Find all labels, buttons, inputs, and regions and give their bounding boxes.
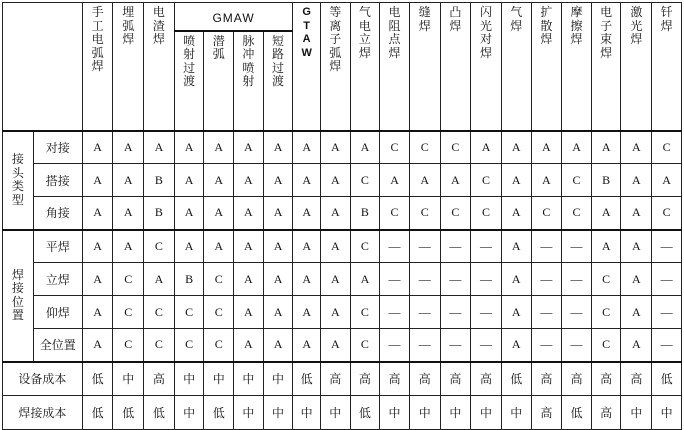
header-label-manual_arc: 手 工 电 弧 焊 — [91, 5, 104, 73]
rating-cell: A — [591, 230, 621, 263]
cost-cell: 低 — [562, 396, 592, 430]
rating-cell: A — [174, 131, 204, 164]
rating-cell: A — [501, 164, 531, 197]
row-label: 平焊 — [33, 230, 82, 263]
rating-cell: C — [562, 197, 592, 230]
cost-cell: 低 — [82, 362, 113, 396]
header-label-gas: 气 焊 — [510, 5, 523, 33]
rating-cell: A — [501, 296, 531, 329]
cost-cell: 中 — [263, 396, 293, 430]
cost-cell: 中 — [174, 396, 204, 430]
rating-cell: C — [652, 197, 682, 230]
rating-cell: A — [471, 131, 502, 164]
header-gmaw-buried_arc — [204, 31, 234, 131]
rating-cell: A — [409, 164, 440, 197]
cost-cell: 低 — [652, 362, 682, 396]
header-laser — [621, 3, 652, 131]
rating-cell: C — [652, 131, 682, 164]
cost-cell: 中 — [113, 362, 144, 396]
rating-cell: — — [380, 329, 410, 362]
header-electrogas — [350, 3, 380, 131]
cost-row-label: 焊接成本 — [3, 396, 83, 430]
rating-cell: — — [409, 230, 440, 263]
rating-cell: A — [204, 197, 234, 230]
cost-cell: 中 — [234, 396, 264, 430]
rating-cell: — — [440, 230, 471, 263]
cost-cell: 高 — [531, 362, 562, 396]
rating-cell: A — [293, 263, 321, 296]
rating-cell: C — [113, 296, 144, 329]
header-gas — [501, 3, 531, 131]
cost-cell: 高 — [409, 362, 440, 396]
rating-cell: A — [82, 329, 113, 362]
cost-cell: 中 — [409, 396, 440, 430]
rating-cell: A — [263, 131, 293, 164]
cost-cell: 高 — [621, 362, 652, 396]
rating-cell: A — [621, 230, 652, 263]
rating-cell: — — [531, 263, 562, 296]
header-label-spray: 喷 射 过 渡 — [183, 33, 196, 88]
rating-cell: — — [652, 263, 682, 296]
rating-cell: B — [591, 164, 621, 197]
table-row — [3, 329, 682, 362]
rating-cell: C — [440, 197, 471, 230]
cost-cell: 低 — [350, 396, 380, 430]
rating-cell: A — [263, 263, 293, 296]
row-label: 全位置 — [33, 329, 82, 362]
rating-cell: A — [113, 131, 144, 164]
header-label-electroslag: 电 渣 焊 — [152, 5, 165, 46]
rating-cell: — — [652, 296, 682, 329]
rating-cell: — — [531, 329, 562, 362]
rating-cell: C — [380, 197, 410, 230]
group-label: 焊 接 位 置 — [11, 267, 24, 322]
cost-cell: 高 — [350, 362, 380, 396]
rating-cell: C — [350, 230, 380, 263]
rating-cell: B — [144, 164, 175, 197]
header-electroslag — [144, 3, 175, 131]
rating-cell: B — [144, 197, 175, 230]
rating-cell: A — [320, 164, 350, 197]
rating-cell: A — [440, 164, 471, 197]
rating-cell: C — [440, 131, 471, 164]
cost-cell: 低 — [82, 396, 113, 430]
header-gmaw-spray — [174, 31, 204, 131]
cost-cell: 中 — [320, 396, 350, 430]
rating-cell: — — [409, 329, 440, 362]
cost-cell: 中 — [652, 396, 682, 430]
row-label: 立焊 — [33, 263, 82, 296]
rating-cell: A — [263, 329, 293, 362]
header-plasma — [320, 3, 350, 131]
cost-cell: 高 — [440, 362, 471, 396]
rating-cell: A — [320, 329, 350, 362]
table-row — [3, 296, 682, 329]
rating-cell: A — [501, 131, 531, 164]
rating-cell: A — [82, 296, 113, 329]
rating-cell: A — [82, 230, 113, 263]
rating-cell: A — [293, 230, 321, 263]
rating-cell: — — [380, 263, 410, 296]
rating-cell: A — [562, 131, 592, 164]
rating-cell: A — [234, 197, 264, 230]
table-row — [3, 362, 682, 396]
rating-cell: A — [350, 131, 380, 164]
rating-cell: A — [204, 131, 234, 164]
table-row — [3, 197, 682, 230]
rating-cell: C — [531, 197, 562, 230]
header-diffusion — [531, 3, 562, 131]
rating-cell: A — [263, 230, 293, 263]
rating-cell: — — [471, 296, 502, 329]
rating-cell: C — [174, 329, 204, 362]
rating-cell: — — [440, 296, 471, 329]
header-label-ebw: 电 子 束 焊 — [600, 5, 613, 60]
rating-cell: A — [320, 230, 350, 263]
rating-cell: B — [350, 197, 380, 230]
cost-cell: 高 — [471, 362, 502, 396]
rating-cell: — — [531, 230, 562, 263]
rating-cell: C — [113, 263, 144, 296]
cost-cell: 中 — [380, 396, 410, 430]
cost-cell: 中 — [174, 362, 204, 396]
rating-cell: A — [204, 164, 234, 197]
rating-cell: A — [82, 131, 113, 164]
rating-cell: A — [621, 329, 652, 362]
rating-cell: A — [113, 164, 144, 197]
rating-cell: — — [471, 329, 502, 362]
header-label-electrogas: 气 电 立 焊 — [358, 5, 371, 60]
rating-cell: A — [234, 131, 264, 164]
cost-cell: 高 — [591, 362, 621, 396]
rating-cell: C — [144, 296, 175, 329]
rating-cell: A — [652, 164, 682, 197]
cost-cell: 高 — [320, 362, 350, 396]
rating-cell: A — [263, 296, 293, 329]
cost-cell: 低 — [293, 362, 321, 396]
rating-cell: A — [144, 131, 175, 164]
cost-cell: 低 — [501, 362, 531, 396]
rating-cell: A — [320, 197, 350, 230]
rating-cell: — — [652, 230, 682, 263]
cost-cell: 中 — [471, 396, 502, 430]
cost-cell: 低 — [113, 396, 144, 430]
table-row — [3, 164, 682, 197]
rating-cell: A — [82, 164, 113, 197]
rating-cell: A — [263, 197, 293, 230]
rating-cell: A — [174, 164, 204, 197]
rating-cell: A — [501, 329, 531, 362]
header-submerged_arc — [113, 3, 144, 131]
rating-cell: A — [531, 164, 562, 197]
rating-cell: A — [144, 263, 175, 296]
rating-cell: A — [621, 164, 652, 197]
header-label-plasma: 等 离 子 弧 焊 — [329, 5, 342, 73]
rating-cell: A — [293, 296, 321, 329]
rating-cell: A — [501, 197, 531, 230]
rating-cell: A — [234, 230, 264, 263]
rating-cell: A — [320, 296, 350, 329]
header-label-resistance_spot: 电 阻 点 焊 — [388, 5, 401, 60]
header-gtaw — [293, 3, 321, 131]
header-projection — [440, 3, 471, 131]
group-label-cell — [3, 230, 34, 362]
cost-row-label: 设备成本 — [3, 362, 83, 396]
rating-cell: — — [562, 230, 592, 263]
header-gmaw-short_circuit — [263, 31, 293, 131]
rating-cell: A — [621, 296, 652, 329]
cost-cell: 中 — [621, 396, 652, 430]
rating-cell: A — [204, 230, 234, 263]
table-row — [3, 396, 682, 430]
rating-cell: A — [621, 197, 652, 230]
cost-cell: 中 — [234, 362, 264, 396]
row-label: 仰焊 — [33, 296, 82, 329]
rating-cell: C — [174, 296, 204, 329]
rating-cell: — — [440, 329, 471, 362]
rating-cell: C — [350, 329, 380, 362]
rating-cell: C — [591, 296, 621, 329]
rating-cell: C — [204, 263, 234, 296]
cost-cell: 低 — [204, 396, 234, 430]
header-flash — [471, 3, 502, 131]
header-manual_arc — [82, 3, 113, 131]
rating-cell: A — [293, 131, 321, 164]
header-ebw — [591, 3, 621, 131]
header-label-projection: 凸 焊 — [449, 5, 462, 33]
cost-cell: 高 — [144, 362, 175, 396]
rating-cell: C — [204, 329, 234, 362]
rating-cell: A — [234, 164, 264, 197]
rating-cell: C — [144, 329, 175, 362]
cost-cell: 高 — [380, 362, 410, 396]
header-label-submerged_arc: 埋 弧 焊 — [122, 5, 135, 46]
rating-cell: A — [320, 131, 350, 164]
cost-cell: 中 — [440, 396, 471, 430]
rating-cell: C — [562, 164, 592, 197]
rating-cell: A — [621, 131, 652, 164]
rating-cell: C — [591, 329, 621, 362]
rating-cell: — — [562, 329, 592, 362]
rating-cell: A — [380, 164, 410, 197]
rating-cell: — — [409, 263, 440, 296]
cost-cell: 高 — [531, 396, 562, 430]
rating-cell: C — [591, 263, 621, 296]
rating-cell: A — [293, 164, 321, 197]
welding-process-comparison-table — [2, 2, 682, 430]
rating-cell: A — [234, 263, 264, 296]
cost-cell: 中 — [204, 362, 234, 396]
rating-cell: C — [471, 197, 502, 230]
cost-cell: 中 — [293, 396, 321, 430]
rating-cell: — — [409, 296, 440, 329]
rating-cell: A — [113, 230, 144, 263]
header-gmaw-pulse_spray — [234, 31, 264, 131]
rating-cell: A — [263, 164, 293, 197]
rating-cell: A — [234, 329, 264, 362]
header-seam — [409, 3, 440, 131]
rating-cell: C — [471, 164, 502, 197]
rating-cell: C — [350, 296, 380, 329]
rating-cell: A — [234, 296, 264, 329]
rating-cell: A — [531, 131, 562, 164]
header-label-buried_arc: 潜 弧 — [212, 33, 225, 61]
rating-cell: — — [531, 296, 562, 329]
header-resistance_spot — [380, 3, 410, 131]
header-label-seam: 缝 焊 — [418, 5, 431, 33]
cost-cell: 中 — [501, 396, 531, 430]
rating-cell: A — [501, 263, 531, 296]
header-brazing — [652, 3, 682, 131]
header-corner-cell — [3, 3, 83, 131]
rating-cell: C — [204, 296, 234, 329]
table-row — [3, 131, 682, 164]
rating-cell: — — [652, 329, 682, 362]
rating-cell: A — [320, 263, 350, 296]
rating-cell: — — [471, 263, 502, 296]
rating-cell: — — [471, 230, 502, 263]
group-label: 接 头 类 型 — [11, 152, 24, 207]
row-label: 角接 — [33, 197, 82, 230]
cost-cell: 中 — [263, 362, 293, 396]
rating-cell: A — [113, 197, 144, 230]
rating-cell: — — [562, 296, 592, 329]
cost-cell: 高 — [562, 362, 592, 396]
rating-cell: A — [82, 263, 113, 296]
row-label: 对接 — [33, 131, 82, 164]
header-label-friction: 摩 擦 焊 — [570, 5, 583, 46]
header-label-diffusion: 扩 散 焊 — [540, 5, 553, 46]
rating-cell: C — [409, 197, 440, 230]
header-friction — [562, 3, 592, 131]
rating-cell: B — [174, 263, 204, 296]
rating-cell: A — [591, 131, 621, 164]
header-label-short_circuit: 短 路 过 渡 — [272, 33, 285, 88]
rating-cell: A — [293, 329, 321, 362]
rating-cell: — — [380, 230, 410, 263]
rating-cell: A — [501, 230, 531, 263]
rating-cell: A — [591, 197, 621, 230]
rating-cell: A — [293, 197, 321, 230]
rating-cell: A — [174, 230, 204, 263]
header-gmaw: GMAW — [174, 3, 293, 31]
rating-cell: C — [113, 329, 144, 362]
header-label-flash: 闪 光 对 焊 — [480, 5, 493, 60]
rating-cell: A — [82, 197, 113, 230]
rating-cell: — — [380, 296, 410, 329]
rating-cell: C — [350, 164, 380, 197]
rating-cell: A — [350, 263, 380, 296]
rating-cell: C — [380, 131, 410, 164]
header-label-gtaw: G T A W — [301, 6, 312, 59]
header-label-laser: 激 光 焊 — [630, 5, 643, 46]
rating-cell: — — [440, 263, 471, 296]
cost-cell: 高 — [591, 396, 621, 430]
row-label: 搭接 — [33, 164, 82, 197]
table-row — [3, 230, 682, 263]
header-label-brazing: 钎 焊 — [660, 5, 673, 33]
rating-cell: C — [409, 131, 440, 164]
rating-cell: C — [144, 230, 175, 263]
rating-cell: — — [562, 263, 592, 296]
table-row — [3, 263, 682, 296]
group-label-cell — [3, 131, 34, 230]
rating-cell: A — [621, 263, 652, 296]
rating-cell: A — [174, 197, 204, 230]
header-label-pulse_spray: 脉 冲 喷 射 — [242, 33, 255, 88]
cost-cell: 低 — [144, 396, 175, 430]
